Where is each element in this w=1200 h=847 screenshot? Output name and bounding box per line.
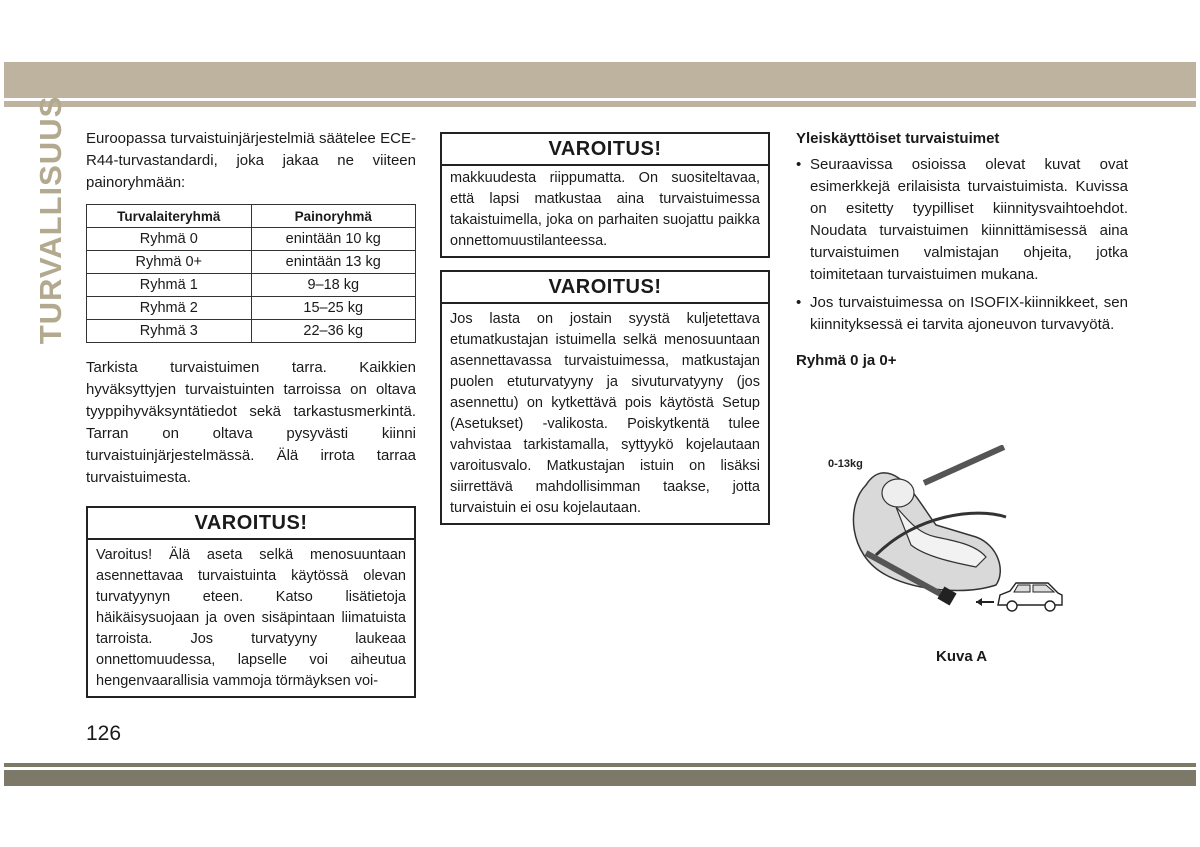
group-0-heading: Ryhmä 0 ja 0+ bbox=[796, 352, 897, 369]
column-right bbox=[796, 128, 1128, 372]
warning-title: VAROITUS! bbox=[442, 134, 768, 166]
warning-title: VAROITUS! bbox=[88, 508, 414, 540]
warning-body: Varoitus! Älä aseta selkä menosuuntaan asennettavaa turvaistuinta käytössä olevan turvatyynyn eteen. Katso lisätietoja häikäisysuojaan ja oven sisäpintaan liimatuista tarroista. Jos turvatyyny laukeaa onnettomuudessa, lapselle voi aiheutua hengenvaarallisia vammoja törmäyksen voi- bbox=[96, 547, 406, 689]
car-icon bbox=[998, 583, 1062, 611]
baby-head-icon bbox=[882, 479, 914, 507]
table-cell: enintään 10 kg bbox=[251, 228, 416, 251]
arrow-head-icon bbox=[976, 598, 982, 606]
table-header-row bbox=[87, 205, 416, 228]
list-item: • Jos turvaistuimessa on ISOFIX-kiinnikkeet, sen kiinnityksessä ei tarvita ajoneuvon turvavyötä. bbox=[796, 292, 1128, 336]
list-item: • Seuraavissa osioissa olevat kuvat ovat esimerkkejä erilaisista turvaistuimista. Kuvissa on esitetty tyypilliset kiinnitysvaihtoehdot. Noudata turvaistuimen kiinnittämisessä aina turvaistuimen valmistajan ohjeita, jotka toimitetaan turvaistuimen mukana. bbox=[796, 154, 1128, 286]
table-row bbox=[87, 274, 416, 297]
weight-label: 0-13kg bbox=[828, 458, 863, 470]
universal-seats-heading: Yleiskäyttöiset turvaistuimet bbox=[796, 130, 1000, 147]
warning-title: VAROITUS! bbox=[442, 272, 768, 304]
section-title-text: TURVALLISUUS bbox=[33, 95, 68, 345]
warning-box-continued bbox=[440, 132, 770, 258]
header-band bbox=[4, 62, 1196, 98]
table-row bbox=[87, 251, 416, 274]
table-row bbox=[87, 320, 416, 343]
table-cell: Ryhmä 1 bbox=[87, 274, 252, 297]
column-middle bbox=[440, 132, 770, 525]
table-cell: Ryhmä 0+ bbox=[87, 251, 252, 274]
weight-group-table bbox=[86, 204, 416, 343]
page-number: 126 bbox=[86, 722, 122, 745]
footer-band bbox=[4, 770, 1196, 786]
figure-caption: Kuva A bbox=[936, 648, 988, 665]
child-seat-figure bbox=[826, 445, 1066, 615]
intro-paragraph: Euroopassa turvaistuinjärjestelmiä säätelee ECE-R44-turvastandardi, joka jakaa ne viiteen painoryhmään: bbox=[86, 130, 416, 191]
table-cell: 15–25 kg bbox=[251, 297, 416, 320]
table-cell: enintään 13 kg bbox=[251, 251, 416, 274]
warning-box-airbag bbox=[440, 270, 770, 525]
warning-body: Jos lasta on jostain syystä kuljetettava etumatkustajan istuimella selkä menosuuntaan asennettavassa turvaistuimessa, matkustajan puolen etuturvatyyny ja sivuturvatyyny (jos asennettu) on kytkettävä pois käytöstä Setup (Asetukset) -valikosta. Poiskytkentä tulee vahvistaa tarkistamalla, syttyykö kojelautaan varoitusvalo. Matkustajan istuin on lisäksi siirrettävä mahdollisimman taakse, jotta turvaistuin ei osu kojelautaan. bbox=[450, 311, 760, 516]
column-left bbox=[86, 128, 416, 698]
label-check-paragraph: Tarkista turvaistuimen tarra. Kaikkien hyväksyttyjen turvaistuinten tarroissa on oltava tyyppihyväksyntätiedot sekä tarkastusmerkintä. Tarran on oltava pysyvästi kiinni turvaistuinjärjestelmässä. Älä irrota tarraa turvaistuimesta. bbox=[86, 359, 416, 486]
footer-rule bbox=[4, 763, 1196, 767]
belt-icon bbox=[924, 447, 1004, 483]
table-cell: Ryhmä 2 bbox=[87, 297, 252, 320]
table-row bbox=[87, 228, 416, 251]
warning-body: makkuudesta riippumatta. On suositeltavaa, että lapsi matkustaa aina turvaistuimessa takaistuimella, joka on parhaiten suojattu paikka onnettomuustilanteessa. bbox=[450, 170, 760, 249]
table-header: Painoryhmä bbox=[251, 205, 416, 228]
table-cell: Ryhmä 3 bbox=[87, 320, 252, 343]
table-header: Turvalaiteryhmä bbox=[87, 205, 252, 228]
table-row bbox=[87, 297, 416, 320]
table-cell: 22–36 kg bbox=[251, 320, 416, 343]
seat-shell-icon bbox=[853, 473, 1000, 591]
table-cell: Ryhmä 0 bbox=[87, 228, 252, 251]
section-title bbox=[28, 95, 74, 345]
child-seat-illustration bbox=[826, 445, 1066, 615]
bullet-list bbox=[796, 154, 1128, 336]
header-rule bbox=[4, 101, 1196, 107]
warning-box bbox=[86, 506, 416, 698]
table-cell: 9–18 kg bbox=[251, 274, 416, 297]
